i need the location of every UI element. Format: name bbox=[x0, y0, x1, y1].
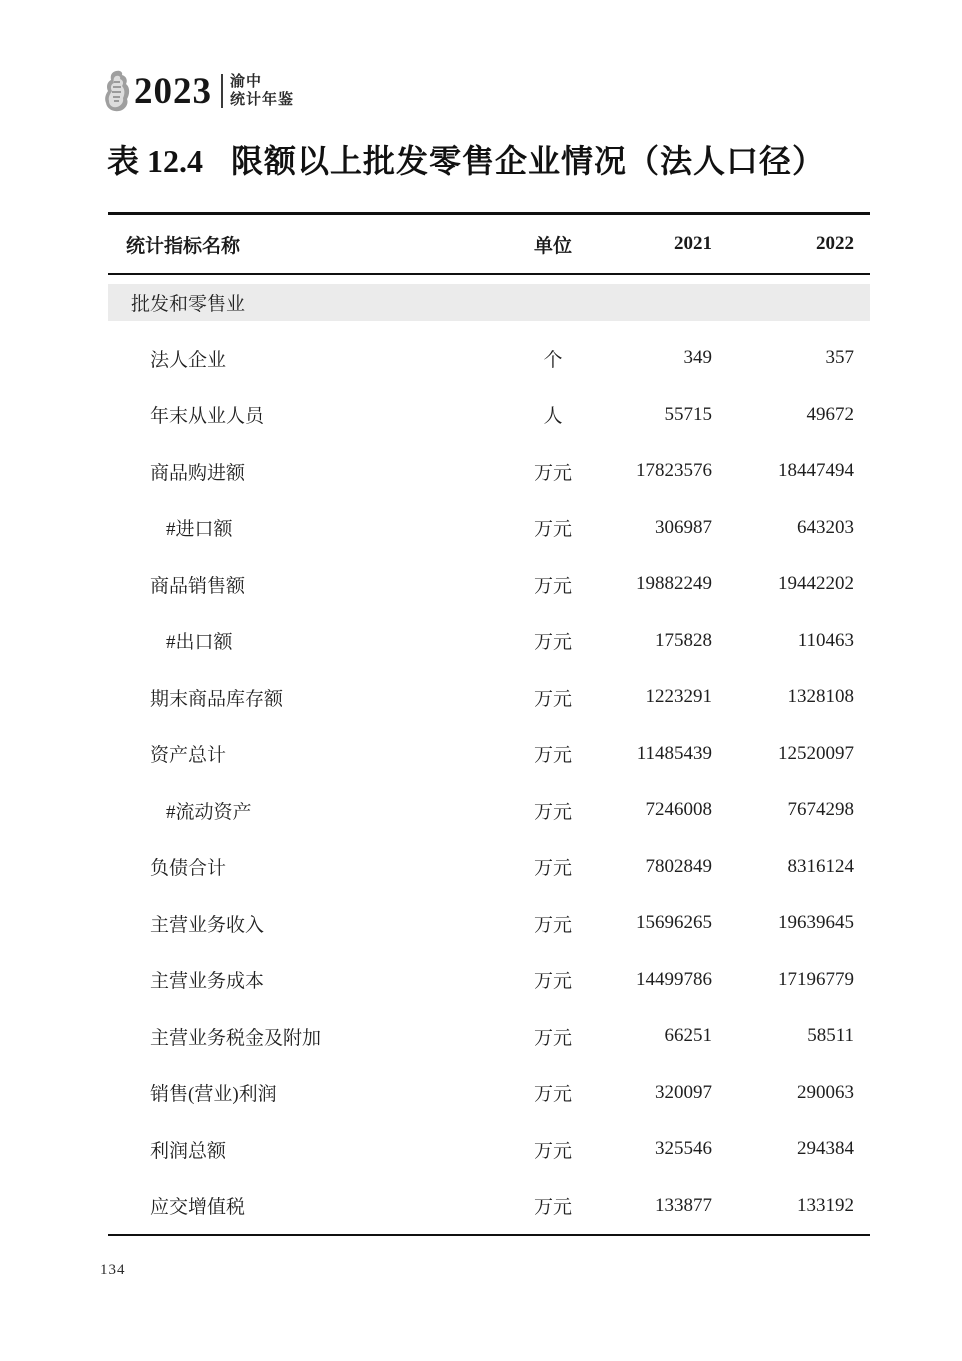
row-unit: 万元 bbox=[533, 971, 572, 993]
page-number: 134 bbox=[100, 1262, 126, 1278]
brand-year: 2023 bbox=[134, 70, 212, 112]
row-unit: 万元 bbox=[533, 632, 572, 654]
row-unit: 万元 bbox=[533, 462, 572, 484]
row-value-2021: 306987 bbox=[655, 516, 712, 538]
row-indicator-name: 主营业务税金及附加 bbox=[150, 1027, 322, 1049]
row-indicator-name: 商品购进额 bbox=[150, 462, 246, 484]
row-value-2022: 8316124 bbox=[787, 855, 854, 877]
row-indicator-name: 负债合计 bbox=[150, 858, 227, 880]
row-indicator-name: 年末从业人员 bbox=[150, 406, 265, 428]
row-value-2022: 1328108 bbox=[787, 686, 854, 708]
row-value-2022: 49672 bbox=[806, 403, 854, 425]
row-value-2022: 19442202 bbox=[778, 573, 854, 595]
row-indicator-name: 商品销售额 bbox=[150, 575, 246, 597]
row-value-2022: 110463 bbox=[797, 629, 854, 651]
row-value-2022: 17196779 bbox=[778, 968, 854, 990]
row-unit: 万元 bbox=[533, 745, 572, 767]
row-unit: 个 bbox=[543, 349, 563, 371]
row-indicator-name: 法人企业 bbox=[150, 349, 227, 371]
table-row bbox=[108, 1008, 870, 1065]
yearbook-brand bbox=[104, 68, 294, 114]
table-row bbox=[108, 726, 870, 783]
row-value-2021: 320097 bbox=[655, 1081, 712, 1103]
table-row bbox=[108, 669, 870, 726]
table-row bbox=[108, 500, 870, 557]
brand-subtitle-line2: 统计年鉴 bbox=[230, 92, 295, 108]
row-value-2021: 55715 bbox=[664, 403, 712, 425]
brand-subtitle-line1: 渝中 bbox=[230, 73, 263, 90]
row-value-2022: 133192 bbox=[797, 1194, 854, 1216]
table-row bbox=[108, 782, 870, 839]
row-indicator-name: 期末商品库存额 bbox=[150, 688, 284, 710]
brand-subtitle bbox=[230, 73, 294, 110]
row-value-2022: 357 bbox=[825, 347, 854, 369]
table-row bbox=[108, 613, 870, 670]
table-row bbox=[108, 1065, 870, 1122]
table-row bbox=[108, 1178, 870, 1235]
row-indicator-name: #出口额 bbox=[166, 632, 233, 654]
column-header-2021: 2021 bbox=[674, 233, 712, 254]
row-value-2021: 1223291 bbox=[645, 686, 712, 708]
row-unit: 万元 bbox=[533, 914, 572, 936]
row-value-2021: 133877 bbox=[655, 1194, 712, 1216]
row-value-2021: 19882249 bbox=[636, 573, 712, 595]
table-row bbox=[108, 330, 870, 387]
table-title-text: 限额以上批发零售企业情况（法人口径） bbox=[231, 143, 826, 179]
column-header-unit: 单位 bbox=[533, 235, 572, 257]
table-number: 表 12.4 bbox=[107, 143, 204, 179]
section-header-row bbox=[108, 284, 870, 321]
row-value-2022: 18447494 bbox=[778, 460, 854, 482]
row-indicator-name: 主营业务成本 bbox=[150, 971, 265, 993]
row-value-2021: 17823576 bbox=[636, 460, 712, 482]
column-header-2022: 2022 bbox=[816, 233, 854, 254]
row-indicator-name: 主营业务收入 bbox=[150, 914, 265, 936]
row-value-2021: 11485439 bbox=[636, 742, 712, 764]
table-row bbox=[108, 387, 870, 444]
statistics-table bbox=[108, 212, 870, 1236]
table-row bbox=[108, 952, 870, 1009]
row-indicator-name: 利润总额 bbox=[150, 1140, 227, 1162]
table-header-row bbox=[108, 212, 870, 275]
page-title bbox=[107, 136, 825, 182]
seal-icon bbox=[104, 70, 130, 112]
row-indicator-name: 销售(营业)利润 bbox=[150, 1084, 277, 1106]
row-unit: 万元 bbox=[533, 688, 572, 710]
row-unit: 万元 bbox=[533, 801, 572, 823]
row-value-2021: 66251 bbox=[664, 1025, 712, 1047]
row-value-2022: 290063 bbox=[797, 1081, 854, 1103]
row-value-2021: 175828 bbox=[655, 629, 712, 651]
table-row bbox=[108, 443, 870, 500]
row-unit: 万元 bbox=[533, 1197, 572, 1219]
table-row bbox=[108, 556, 870, 613]
row-value-2022: 7674298 bbox=[787, 799, 854, 821]
row-value-2022: 58511 bbox=[807, 1025, 854, 1047]
table-row bbox=[108, 839, 870, 896]
row-indicator-name: #进口额 bbox=[166, 519, 233, 541]
row-unit: 万元 bbox=[533, 519, 572, 541]
brand-divider bbox=[221, 74, 223, 108]
row-indicator-name: 应交增值税 bbox=[150, 1197, 246, 1219]
row-unit: 万元 bbox=[533, 1140, 572, 1162]
row-unit: 万元 bbox=[533, 575, 572, 597]
row-value-2021: 325546 bbox=[655, 1138, 712, 1160]
row-value-2021: 349 bbox=[683, 347, 712, 369]
table-rows bbox=[108, 330, 870, 1236]
row-value-2022: 294384 bbox=[797, 1138, 854, 1160]
row-value-2022: 12520097 bbox=[778, 742, 854, 764]
row-unit: 万元 bbox=[533, 1084, 572, 1106]
row-value-2022: 19639645 bbox=[778, 912, 854, 934]
row-value-2021: 14499786 bbox=[636, 968, 712, 990]
row-indicator-name: #流动资产 bbox=[166, 801, 252, 823]
row-unit: 万元 bbox=[533, 858, 572, 880]
column-header-indicator: 统计指标名称 bbox=[126, 235, 241, 257]
row-indicator-name: 资产总计 bbox=[150, 745, 227, 767]
row-value-2021: 7246008 bbox=[645, 799, 712, 821]
row-unit: 万元 bbox=[533, 1027, 572, 1049]
row-value-2021: 15696265 bbox=[636, 912, 712, 934]
section-label: 批发和零售业 bbox=[131, 294, 246, 315]
row-value-2021: 7802849 bbox=[645, 855, 712, 877]
table-row bbox=[108, 895, 870, 952]
table-row bbox=[108, 1121, 870, 1178]
row-value-2022: 643203 bbox=[797, 516, 854, 538]
row-unit: 人 bbox=[543, 406, 563, 428]
